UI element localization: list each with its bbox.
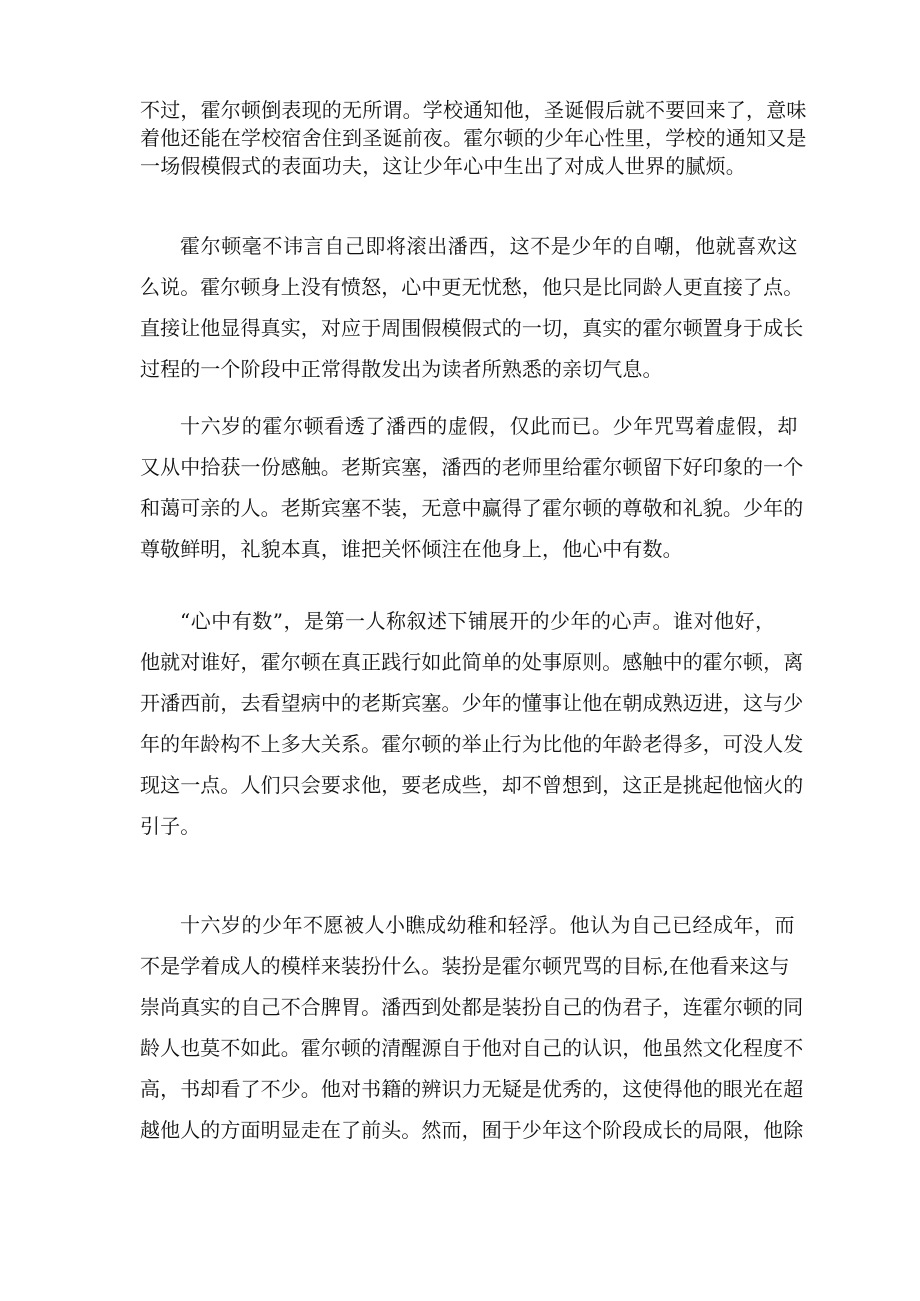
paragraph-line: 过程的一个阶段中正常得散发出为读者所熟悉的亲切气息。 xyxy=(140,357,663,381)
paragraph-line: 直接让他显得真实，对应于周围假模假式的一切，真实的霍尔顿置身于成长 xyxy=(140,316,804,340)
paragraph-line: 不是学着成人的模样来装扮什么。装扮是霍尔顿咒骂的目标,在他看来这与 xyxy=(140,954,790,978)
paragraph-line: 龄人也莫不如此。霍尔顿的清醒源自于他对自己的认识，他虽然文化程度不 xyxy=(140,1036,804,1060)
paragraph-line: 十六岁的少年不愿被人小瞧成幼稚和轻浮。他认为自己已经成年，而 xyxy=(180,913,795,937)
paragraph-line: 越他人的方面明显走在了前头。然而，囿于少年这个阶段成长的局限，他除 xyxy=(140,1118,804,1142)
paragraph-line: 霍尔顿毫不讳言自己即将滚出潘西，这不是少年的自嘲，他就喜欢这 xyxy=(180,234,798,258)
paragraph-line: 不过，霍尔顿倒表现的无所谓。学校通知他，圣诞假后就不要回来了，意味 xyxy=(140,98,807,122)
paragraph-line: 引子。 xyxy=(140,814,201,838)
paragraph-line: 尊敬鲜明，礼貌本真，谁把关怀倾注在他身上，他心中有数。 xyxy=(140,537,683,561)
paragraph-line: 又从中拾获一份感触。老斯宾塞，潘西的老师里给霍尔顿留下好印象的一个 xyxy=(140,455,804,479)
paragraph-line: 一场假模假式的表面功夫，这让少年心中生出了对成人世界的腻烦。 xyxy=(140,154,746,178)
paragraph-line: 高，书却看了不少。他对书籍的辨识力无疑是优秀的，这使得他的眼光在超 xyxy=(140,1077,804,1101)
paragraph-line: 年的年龄构不上多大关系。霍尔顿的举止行为比他的年龄老得多，可没人发 xyxy=(140,732,804,756)
paragraph-line: “心中有数”，是第一人称叙述下铺展开的少年的心声。谁对他好， xyxy=(180,609,776,633)
paragraph-2 xyxy=(140,226,804,390)
paragraph-line: 着他还能在学校宿舍住到圣诞前夜。霍尔顿的少年心性里，学校的通知又是 xyxy=(140,126,807,150)
paragraph-line: 么说。霍尔顿身上没有愤怒，心中更无忧愁，他只是比同龄人更直接了点。 xyxy=(140,275,804,299)
paragraph-4 xyxy=(140,601,804,847)
paragraph-line: 十六岁的霍尔顿看透了潘西的虚假，仅此而已。少年咒骂着虚假，却 xyxy=(180,414,798,438)
paragraph-line: 和蔼可亲的人。老斯宾塞不装，无意中赢得了霍尔顿的尊敬和礼貌。少年的 xyxy=(140,496,804,520)
paragraph-line: 他就对谁好，霍尔顿在真正践行如此简单的处事原则。感触中的霍尔顿，离 xyxy=(140,650,804,674)
paragraph-line: 现这一点。人们只会要求他，要老成些，却不曾想到，这正是挑起他恼火的 xyxy=(140,773,804,797)
paragraph-3 xyxy=(140,406,804,570)
paragraph-1 xyxy=(140,96,807,180)
paragraph-line: 崇尚真实的自己不合脾胃。潘西到处都是装扮自己的伪君子，连霍尔顿的同 xyxy=(140,995,804,1019)
paragraph-line: 开潘西前，去看望病中的老斯宾塞。少年的懂事让他在朝成熟迈进，这与少 xyxy=(140,691,804,715)
paragraph-5 xyxy=(140,905,804,1151)
